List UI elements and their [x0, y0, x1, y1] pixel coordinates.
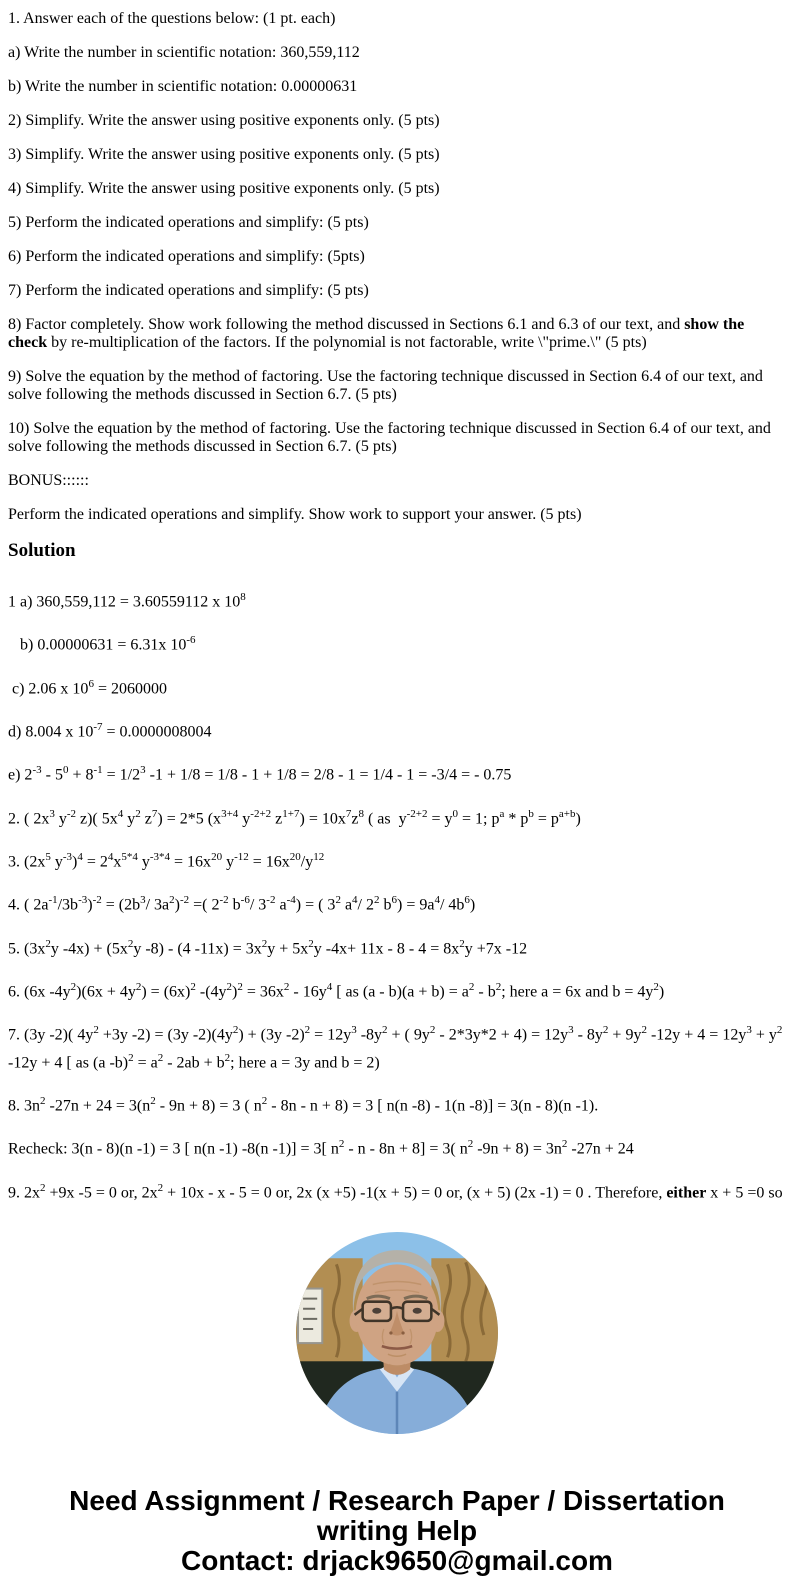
- solution-8: 8. $3n^2$ $-27n + 24 = 3(n^2 - 9n + 8) = 3$ ( $n^2 - 8n - n + 8) = 3$ [ n(n -8) - 1(n -8)] = 3(n - 8)(n -1).: [8, 1094, 599, 1115]
- solution-7: 7. (3y -2)( $4y^2 +3y$ -2) = (3y $-2)(4y^2) + (3y$ $-2)^2 = 12y^3$ $-8y^2$ + ( $9y^2 - 2*3y*2 + 4) = 12y^3 - 8y^2 + 9y^2$ $-12y + 4 = 12y^3 + y^2$ -12y + 4 [ as (a $-b)^2 = a^2 - 2ab + b^2$; here a = 3y and b = 2): [8, 1024, 783, 1071]
- promo-line-2: writing Help: [316, 1514, 478, 1546]
- question-1: 1. Answer each of the questions below: (1 pt. each): [8, 10, 336, 27]
- solution-1e: e) $2^{-3} - 5^0 + 8^{-1} = 1/2^3$ -1 + 1/8 = 1/8 - 1 + 1/8 = 2/8 - 1 = 1/4 - 1 = -3/4 = - 0.75: [8, 764, 512, 784]
- question-1b: b) Write the number in scientific notation: 0.00000631: [8, 78, 358, 95]
- tutor-photo-art: [296, 1232, 498, 1434]
- solution-6: 6. (6x $-4y^2)(6x + 4y^2) = (6x)^2$ $-(4y^2)^2 = 36x^2 - 16y^4$ [ as $(a - b)(a + b) = a^2 - b^2$; here a = 6x and $b = 4y^2$): [8, 980, 665, 1001]
- tutor-photo: [296, 1232, 498, 1434]
- photo-wall-frame: [298, 1288, 322, 1343]
- solution-section: [8, 586, 786, 1204]
- promo-footer: [8, 1486, 786, 1576]
- question-5: 5) Perform the indicated operations and simplify: (5 pts): [8, 214, 369, 231]
- question-9: 9) Solve the equation by the method of factoring. Use the factoring technique discussed in Section 6.4 of our text, and solve following the methods discussed in Section 6.7. (5 pts): [8, 368, 763, 403]
- solution-1d: d) 8.004 x $10^{-7} = 0.0000008004$: [8, 720, 212, 741]
- solution-1a: 1 a) 360,559,112 = 3.60559112 x $10^8$: [8, 591, 246, 611]
- nostril-right: [401, 1331, 404, 1334]
- tutor-photo-illustration: [296, 1232, 498, 1434]
- solution-1c: c) 2.06 x $10^6 = 2060000$: [8, 677, 167, 697]
- solution-heading: Solution: [8, 540, 76, 561]
- question-1a: a) Write the number in scientific notation: 360,559,112: [8, 44, 360, 61]
- question-2: 2) Simplify. Write the answer using positive exponents only. (5 pts): [8, 112, 440, 129]
- promo-contact-email: Contact: drjack9650@gmail.com: [181, 1544, 613, 1576]
- solution-4: 4. ( $2a^{-1}/3b^{-3})^{-2} = (2b^3/$ $3a^2)^{-2}$ =( $2^{-2}$ $b^{-6}/$ $3^{-2}$ $a^{-4}$) = ( $3^2$ $a^4/$ $2^2$ $b^6) = 9a^4/$ $4b^6$): [8, 894, 476, 914]
- solution-9: 9. $2x^2 +9x$ -5 = 0 or, $2x^2 + 10x - x - 5 = 0$ or, 2x (x +5) -1(x + 5) = 0 or, (x + 5) (2x -1) = 0 . Therefore, either x + 5 =0 so: [8, 1181, 783, 1201]
- question-8: 8) Factor completely. Show work following the method discussed in Sections 6.1 and 6.3 of our text, and show the check by re-multiplication of the factors. If the polynomial is not factorable, write \"prime.\" (5 pts): [8, 316, 745, 351]
- question-4: 4) Simplify. Write the answer using positive exponents only. (5 pts): [8, 180, 440, 197]
- solution-8-recheck: Recheck: 3(n - 8)(n -1) = 3 [ n(n -1) -8(n -1)] = 3[ $n^2 - n - 8n + 8] = 3$( $n^2$ $-9n + 8) = 3n^2$ -27n + 24: [8, 1138, 634, 1158]
- question-3: 3) Simplify. Write the answer using positive exponents only. (5 pts): [8, 146, 440, 163]
- glasses-lens-right: [403, 1302, 431, 1321]
- bonus-label: BONUS::::::: [8, 472, 89, 489]
- solution-1b: b) 0.00000631 = 6.31x $10^{-6}$: [8, 634, 196, 654]
- question-10: 10) Solve the equation by the method of factoring. Use the factoring technique discussed in Section 6.4 of our text, and solve following the methods discussed in Section 6.7. (5 pts): [8, 420, 771, 455]
- solution-5: 5. ($3x^2y$ $-4x) + (5x^2y$ -8) - (4 $-11x) = 3x^2y + 5x^2y$ $-4x+ 11x - 8 - 4 = 8x^2y +7x$ -12: [8, 937, 528, 957]
- questions-section: [8, 10, 786, 524]
- bonus-question: Perform the indicated operations and simplify. Show work to support your answer. (5 pts): [8, 506, 582, 523]
- solution-3: 3. ($2x^5$ $y^{-3})^4 = 2^4x^{5*4}$ $y^{-3*4} = 16x^{20}$ $y^{-12} = 16x^{20}/y^{12}$: [8, 850, 325, 871]
- solution-2: 2. ( $2x^3$ $y^{-2}$ z)( $5x^4$ $y^2$ $z^7) = 2*5$ ($x^{3+4}$ $y^{-2+2}$ $z^{1+7}) = 10x^7z^8$ ( as $y^{-2+2} = y^0 = 1$; $p^a * p^b = p^{a+b}$): [8, 807, 581, 827]
- question-6: 6) Perform the indicated operations and simplify: (5pts): [8, 248, 365, 265]
- nostril-left: [389, 1331, 392, 1334]
- question-7: 7) Perform the indicated operations and simplify: (5 pts): [8, 282, 369, 299]
- promo-line-1: Need Assignment / Research Paper / Dissertation: [69, 1484, 725, 1516]
- glasses-lens-left: [363, 1302, 391, 1321]
